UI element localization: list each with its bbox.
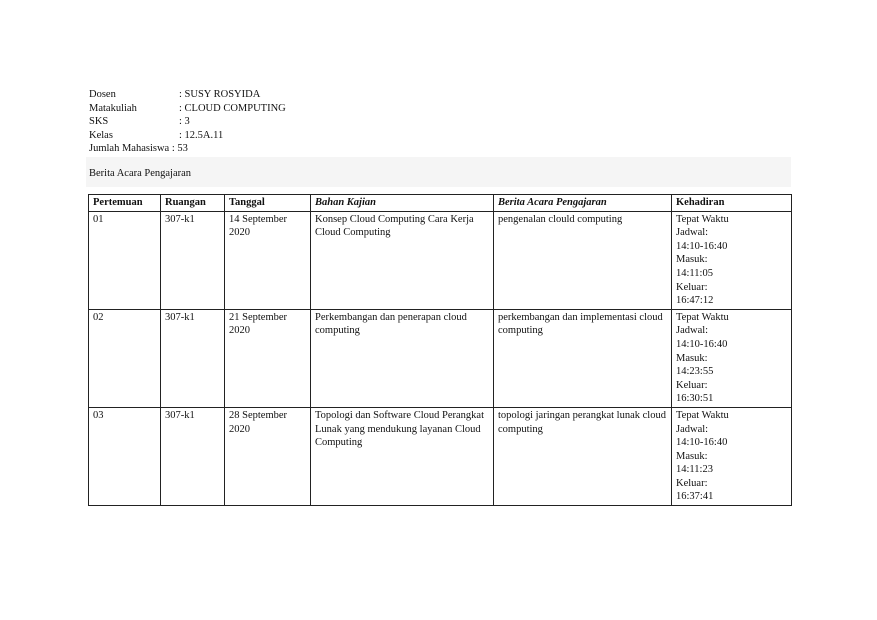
page-subtitle: Berita Acara Pengajaran	[89, 168, 192, 179]
cell-ruangan: 307-k1	[161, 211, 225, 309]
course-info	[89, 88, 286, 156]
table-row	[89, 211, 792, 309]
kehadiran-masuk-value: 14:11:05	[676, 267, 713, 279]
kehadiran-jadwal-value: 14:10-16:40	[676, 338, 728, 350]
kehadiran-keluar-value: 16:47:12	[676, 295, 714, 307]
header-pertemuan: Pertemuan	[89, 195, 161, 212]
info-label: Kelas	[89, 129, 113, 141]
info-value: : 12.5A.11	[179, 129, 224, 141]
cell-pertemuan: 01	[89, 211, 161, 309]
info-value: : 53	[169, 143, 188, 155]
kehadiran-jadwal-value: 14:10-16:40	[676, 437, 728, 449]
kehadiran-masuk-label: Masuk:	[676, 254, 708, 266]
cell-kehadiran	[672, 407, 792, 505]
info-value: : CLOUD COMPUTING	[179, 102, 286, 114]
cell-tanggal: 28 September 2020	[225, 407, 311, 505]
cell-ruangan: 307-k1	[161, 407, 225, 505]
header-bahan-kajian: Bahan Kajian	[311, 195, 494, 212]
table-header-row	[89, 195, 792, 212]
cell-pertemuan: 02	[89, 309, 161, 407]
header-kehadiran: Kehadiran	[672, 195, 792, 212]
table-row	[89, 309, 792, 407]
cell-pertemuan: 03	[89, 407, 161, 505]
cell-kehadiran	[672, 211, 792, 309]
info-label: SKS	[89, 116, 109, 128]
kehadiran-status: Tepat Waktu	[676, 311, 729, 323]
kehadiran-status: Tepat Waktu	[676, 409, 729, 421]
info-value: : SUSY ROSYIDA	[179, 89, 261, 100]
kehadiran-keluar-label: Keluar:	[676, 281, 708, 293]
kehadiran-keluar-value: 16:37:41	[676, 491, 714, 503]
kehadiran-masuk-value: 14:23:55	[676, 366, 714, 378]
cell-tanggal: 21 September 2020	[225, 309, 311, 407]
cell-berita-acara: topologi jaringan perangkat lunak cloud computing	[494, 407, 672, 505]
info-label: Jumlah Mahasiswa	[89, 143, 170, 155]
header-berita-acara: Berita Acara Pengajaran	[494, 195, 672, 212]
kehadiran-keluar-value: 16:30:51	[676, 393, 714, 405]
kehadiran-jadwal-label: Jadwal:	[676, 227, 709, 239]
cell-bahan-kajian: Topologi dan Software Cloud Perangkat Lunak yang mendukung layanan Cloud Computing	[311, 407, 494, 505]
cell-berita-acara: pengenalan clould computing	[494, 211, 672, 309]
cell-tanggal: 14 September 2020	[225, 211, 311, 309]
kehadiran-masuk-label: Masuk:	[676, 450, 708, 462]
cell-berita-acara: perkembangan dan implementasi cloud computing	[494, 309, 672, 407]
kehadiran-jadwal-value: 14:10-16:40	[676, 240, 728, 252]
header-ruangan: Ruangan	[161, 195, 225, 212]
info-sks	[89, 115, 286, 129]
info-jumlah-mahasiswa	[89, 142, 286, 156]
header-tanggal: Tanggal	[225, 195, 311, 212]
kehadiran-jadwal-label: Jadwal:	[676, 325, 709, 337]
info-label: Dosen	[89, 89, 116, 100]
info-value: : 3	[179, 116, 190, 128]
cell-bahan-kajian: Konsep Cloud Computing Cara Kerja Cloud Computing	[311, 211, 494, 309]
cell-kehadiran	[672, 309, 792, 407]
kehadiran-masuk-label: Masuk:	[676, 352, 708, 364]
berita-acara-table	[88, 194, 792, 506]
info-matakuliah	[89, 102, 286, 116]
cell-bahan-kajian: Perkembangan dan penerapan cloud computing	[311, 309, 494, 407]
kehadiran-jadwal-label: Jadwal:	[676, 423, 709, 435]
table-row	[89, 407, 792, 505]
kehadiran-masuk-value: 14:11:23	[676, 464, 713, 476]
info-label: Matakuliah	[89, 102, 137, 114]
info-dosen	[89, 88, 286, 102]
info-kelas	[89, 129, 286, 143]
cell-ruangan: 307-k1	[161, 309, 225, 407]
kehadiran-keluar-label: Keluar:	[676, 477, 708, 489]
kehadiran-status: Tepat Waktu	[676, 213, 729, 225]
subtitle-background	[86, 157, 791, 187]
kehadiran-keluar-label: Keluar:	[676, 379, 708, 391]
